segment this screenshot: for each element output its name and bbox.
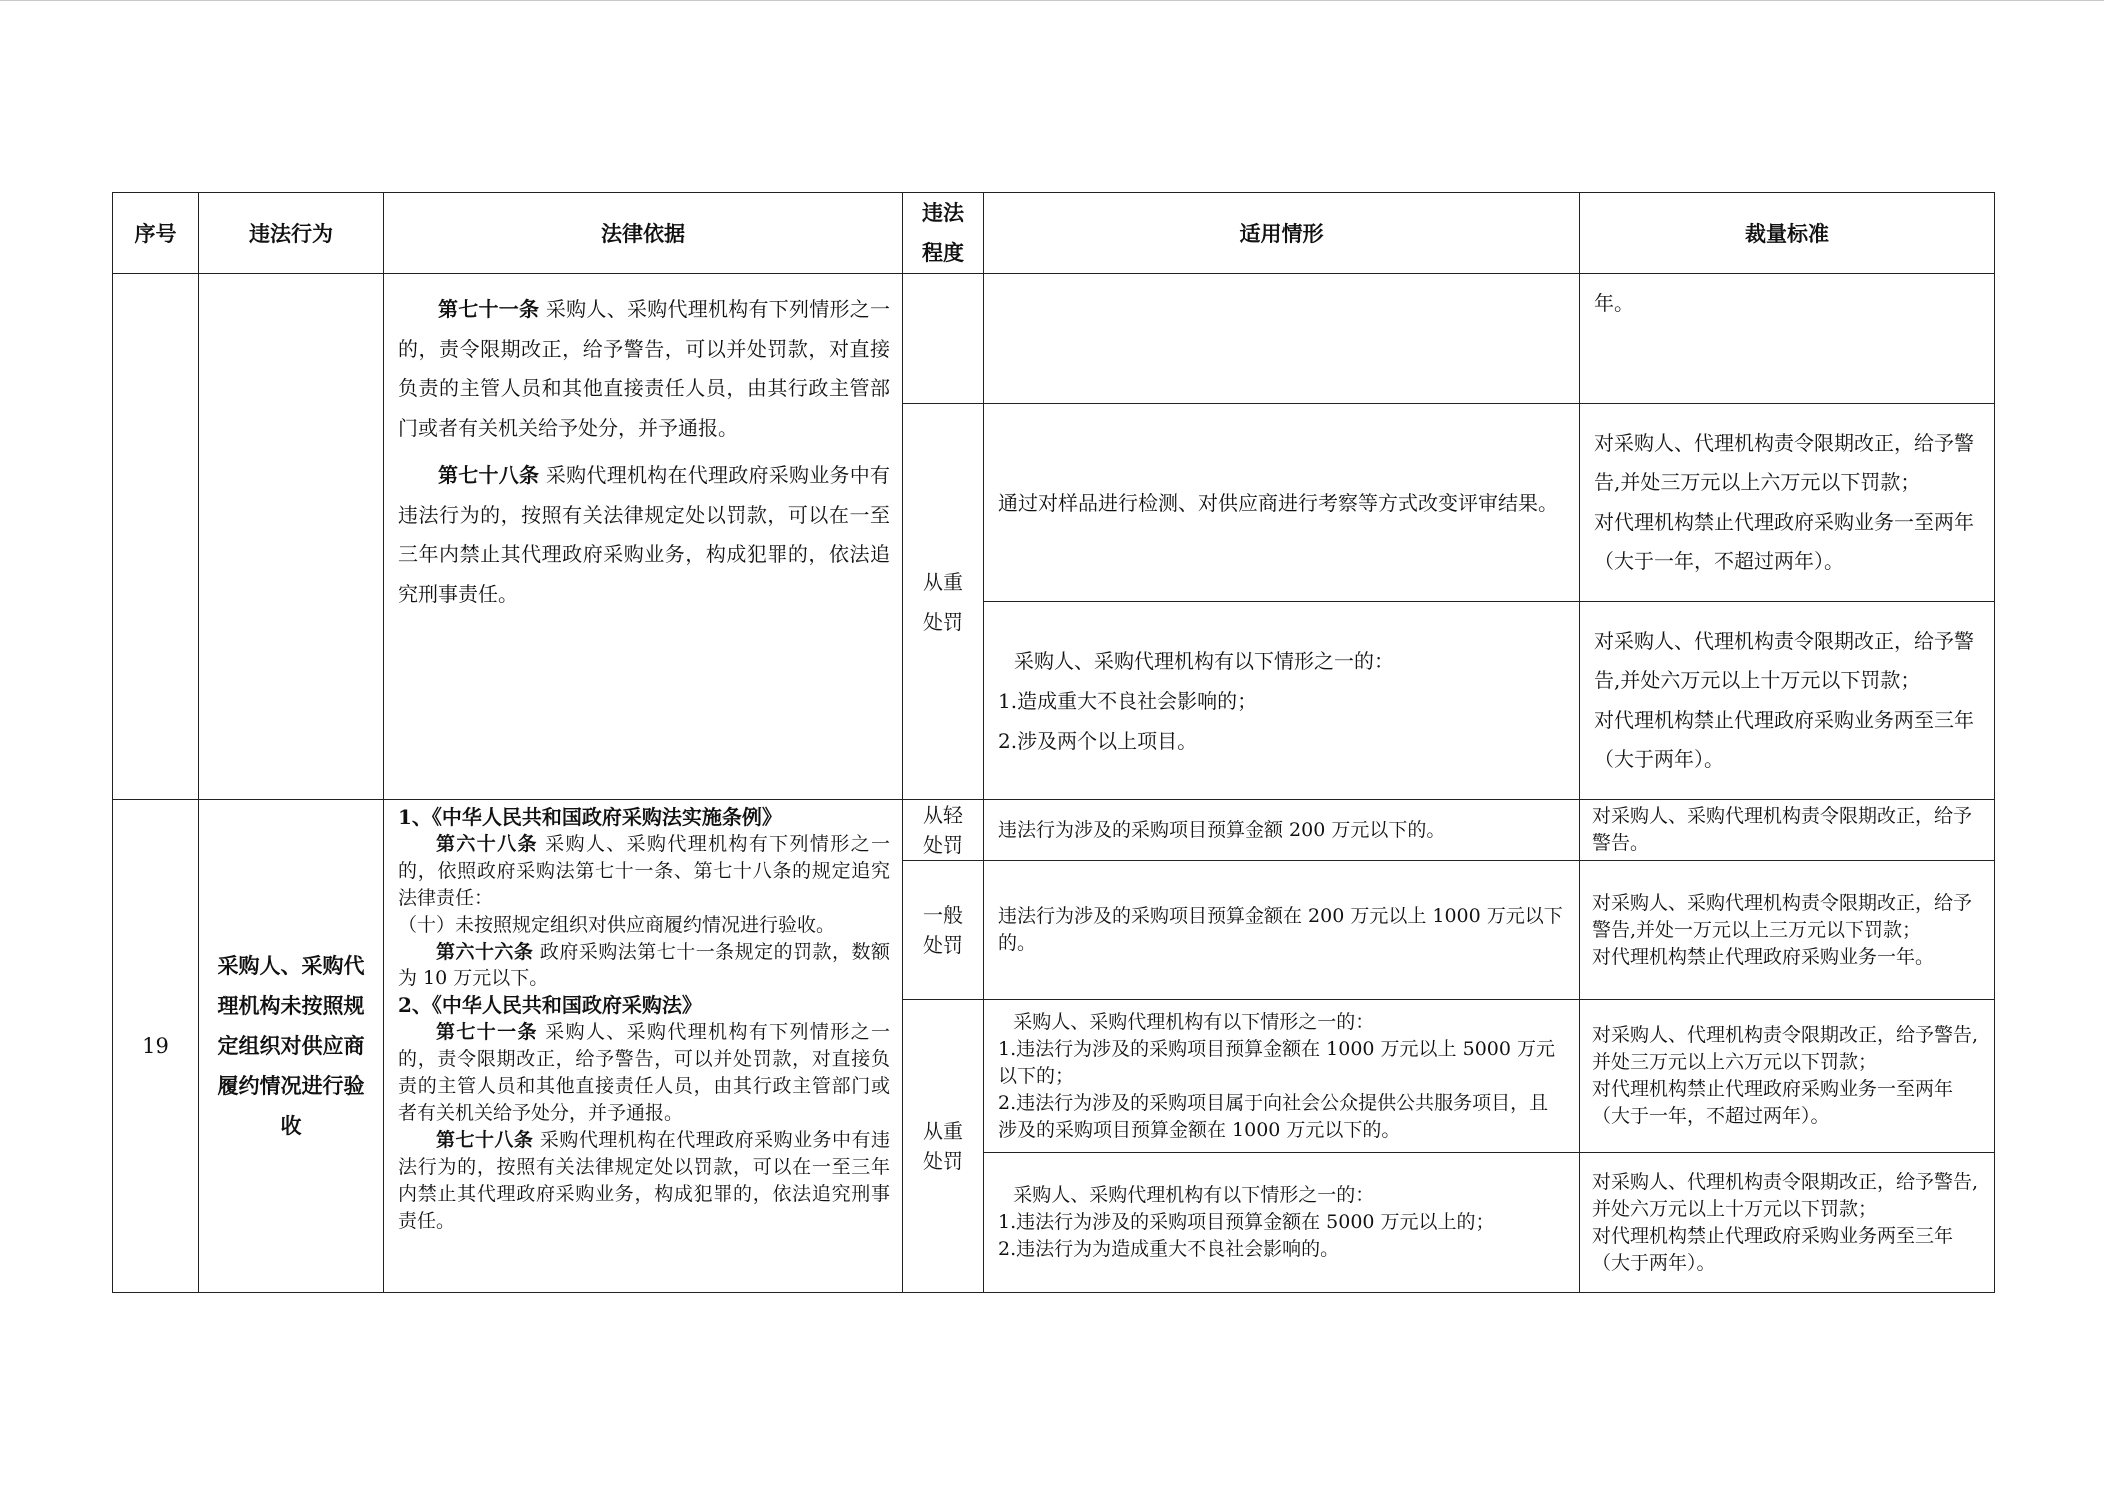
row19-heavy1-standard: 对采购人、代理机构责令限期改正，给予警告,并处三万元以上六万元以下罚款； 对代理机构禁止代理政府采购业务一至两年（大于一年，不超过两年）。 [1580, 1000, 1995, 1153]
continuation-violation-cell [199, 274, 384, 800]
table-header-row [113, 193, 1995, 274]
header-degree-line2: 程度 [922, 240, 964, 265]
law-article-71: 第七十一条 采购人、采购代理机构有下列情形之一的，责令限期改正，给予警告，可以并处罚款，对直接负责的主管人员和其他直接责任人员，由其行政主管部门或者有关机关给予处分，并予通报。 [398, 297, 891, 440]
continuation-standard-cell: 年。 [1580, 274, 1995, 404]
header-situation: 适用情形 [984, 193, 1580, 274]
law-item-10: （十）未按照规定组织对供应商履约情况进行验收。 [398, 913, 836, 936]
continuation-heavy-degree-cell: 从重 处罚 [903, 404, 984, 800]
law-heading-regulation: 1、《中华人民共和国政府采购法实施条例》 [398, 805, 782, 829]
header-degree-line1: 违法 [922, 200, 964, 225]
continuation-legal-basis-cell [384, 274, 903, 800]
law-article-66: 第六十六条 政府采购法第七十一条规定的罚款，数额为 10 万元以下。 [398, 940, 890, 990]
law-article-68: 第六十八条 采购人、采购代理机构有下列情形之一的，依照政府采购法第七十一条、第七十八条的规定追究法律责任： [398, 832, 890, 909]
header-violation: 违法行为 [199, 193, 384, 274]
header-degree [903, 193, 984, 274]
table-row [113, 800, 1995, 861]
row19-seq: 19 [113, 800, 199, 1293]
row19-legal-basis [384, 800, 903, 1293]
page-top-border [0, 0, 2104, 1]
row19-heavy-degree: 从重 处罚 [903, 1000, 984, 1293]
continuation-degree-cell [903, 274, 984, 404]
continuation-heavy1-situation: 通过对样品进行检测、对供应商进行考察等方式改变评审结果。 [984, 404, 1580, 602]
row19-violation: 采购人、采购代理机构未按照规定组织对供应商履约情况进行验收 [199, 800, 384, 1293]
continuation-heavy2-situation: 采购人、采购代理机构有以下情形之一的： 1.造成重大不良社会影响的； 2.涉及两个以上项目。 [984, 602, 1580, 800]
row19-general-degree: 一般 处罚 [903, 861, 984, 1000]
header-standard: 裁量标准 [1580, 193, 1995, 274]
law-article-78: 第七十八条 采购代理机构在代理政府采购业务中有违法行为的，按照有关法律规定处以罚款，可以在一至三年内禁止其代理政府采购业务，构成犯罪的，依法追究刑事责任。 [398, 463, 891, 606]
continuation-seq-cell [113, 274, 199, 800]
continuation-situation-cell [984, 274, 1580, 404]
law-heading-act: 2、《中华人民共和国政府采购法》 [398, 993, 702, 1018]
row19-heavy1-situation: 采购人、采购代理机构有以下情形之一的： 1.违法行为涉及的采购项目预算金额在 1000 万元以上 5000 万元以下的； 2.违法行为涉及的采购项目属于向社会公众提供公共服务项目，且涉及的采购项目预算金额在 1000 万元以下的。 [984, 1000, 1580, 1153]
penalty-discretion-table [112, 192, 1995, 1293]
table-row [113, 274, 1995, 404]
row19-general-standard: 对采购人、采购代理机构责令限期改正，给予警告,并处一万元以上三万元以下罚款； 对代理机构禁止代理政府采购业务一年。 [1580, 861, 1995, 1000]
law-article-71-b: 第七十一条 采购人、采购代理机构有下列情形之一的，责令限期改正，给予警告，可以并处罚款，对直接负责的主管人员和其他直接责任人员，由其行政主管部门或者有关机关给予处分，并予通报。 [398, 1021, 890, 1124]
header-legal-basis: 法律依据 [384, 193, 903, 274]
continuation-heavy2-standard: 对采购人、代理机构责令限期改正，给予警告,并处六万元以上十万元以下罚款； 对代理机构禁止代理政府采购业务两至三年（大于两年）。 [1580, 602, 1995, 800]
law-article-78-b: 第七十八条 采购代理机构在代理政府采购业务中有违法行为的，按照有关法律规定处以罚款，可以在一至三年内禁止其代理政府采购业务，构成犯罪的，依法追究刑事责任。 [398, 1128, 890, 1232]
row19-heavy2-situation: 采购人、采购代理机构有以下情形之一的： 1.违法行为涉及的采购项目预算金额在 5000 万元以上的； 2.违法行为为造成重大不良社会影响的。 [984, 1153, 1580, 1293]
row19-general-situation: 违法行为涉及的采购项目预算金额在 200 万元以上 1000 万元以下的。 [984, 861, 1580, 1000]
row19-light-degree: 从轻 处罚 [903, 800, 984, 861]
row19-light-situation: 违法行为涉及的采购项目预算金额 200 万元以下的。 [984, 800, 1580, 861]
row19-light-standard: 对采购人、采购代理机构责令限期改正，给予警告。 [1580, 800, 1995, 861]
row19-heavy2-standard: 对采购人、代理机构责令限期改正，给予警告,并处六万元以上十万元以下罚款； 对代理机构禁止代理政府采购业务两至三年（大于两年）。 [1580, 1153, 1995, 1293]
continuation-heavy1-standard: 对采购人、代理机构责令限期改正，给予警告,并处三万元以上六万元以下罚款； 对代理机构禁止代理政府采购业务一至两年（大于一年，不超过两年）。 [1580, 404, 1995, 602]
header-seq: 序号 [113, 193, 199, 274]
